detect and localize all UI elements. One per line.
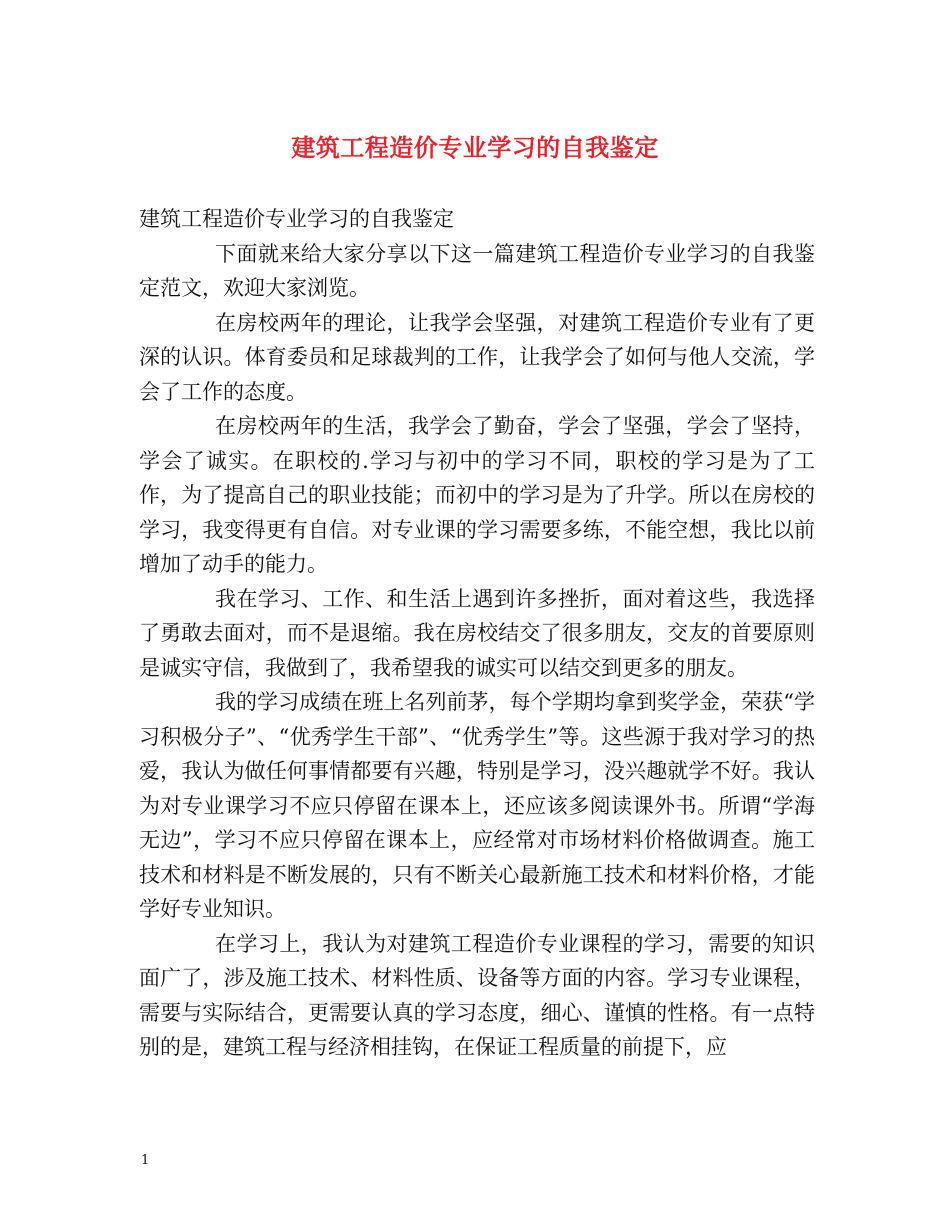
page-number: 1 xyxy=(141,1153,150,1168)
paragraph: 我的学习成绩在班上名列前茅，每个学期均拿到奖学金，荣获“学习积极分子”、“优秀学生干部”、“优秀学生”等。这些源于我对学习的热爱，我认为做任何事情都要有兴趣，特别是学习，没兴趣就学不好。我认为对专业课学习不应只停留在课本上，还应该多阅读课外书。所谓“学海无边”，学习不应只停留在课本上，应经常对市场材料价格做调查。施工技术和材料是不断发展的，只有不断关心最新施工技术和材料价格，才能学好专业知识。 xyxy=(139,690,815,921)
paragraph: 在房校两年的生活，我学会了勤奋，学会了坚强，学会了坚持，学会了诚实。在职校的.学习与初中的学习不同，职校的学习是为了工作，为了提高自己的职业技能；而初中的学习是为了升学。所以在房校的学习，我变得更有自信。对专业课的学习需要多练，不能空想，我比以前增加了动手的能力。 xyxy=(139,414,815,576)
document-title: 建筑工程造价专业学习的自我鉴定 xyxy=(291,133,659,162)
document-subtitle: 建筑工程造价专业学习的自我鉴定 xyxy=(139,207,454,231)
paragraph: 我在学习、工作、和生活上遇到许多挫折，面对着这些，我选择了勇敢去面对，而不是退缩。我在房校结交了很多朋友，交友的首要原则是诚实守信，我做到了，我希望我的诚实可以结交到更多的朋友。 xyxy=(139,586,815,680)
document-body xyxy=(139,202,815,1065)
paragraph: 在房校两年的理论，让我学会坚强，对建筑工程造价专业有了更深的认识。体育委员和足球裁判的工作，让我学会了如何与他人交流，学会了工作的态度。 xyxy=(139,310,815,404)
paragraph: 在学习上，我认为对建筑工程造价专业课程的学习，需要的知识面广了，涉及施工技术、材料性质、设备等方面的内容。学习专业课程，需要与实际结合，更需要认真的学习态度，细心、谨慎的性格。有一点特别的是，建筑工程与经济相挂钩，在保证工程质量的前提下，应 xyxy=(139,931,815,1059)
paragraph: 下面就来给大家分享以下这一篇建筑工程造价专业学习的自我鉴定范文，欢迎大家浏览。 xyxy=(139,241,815,300)
